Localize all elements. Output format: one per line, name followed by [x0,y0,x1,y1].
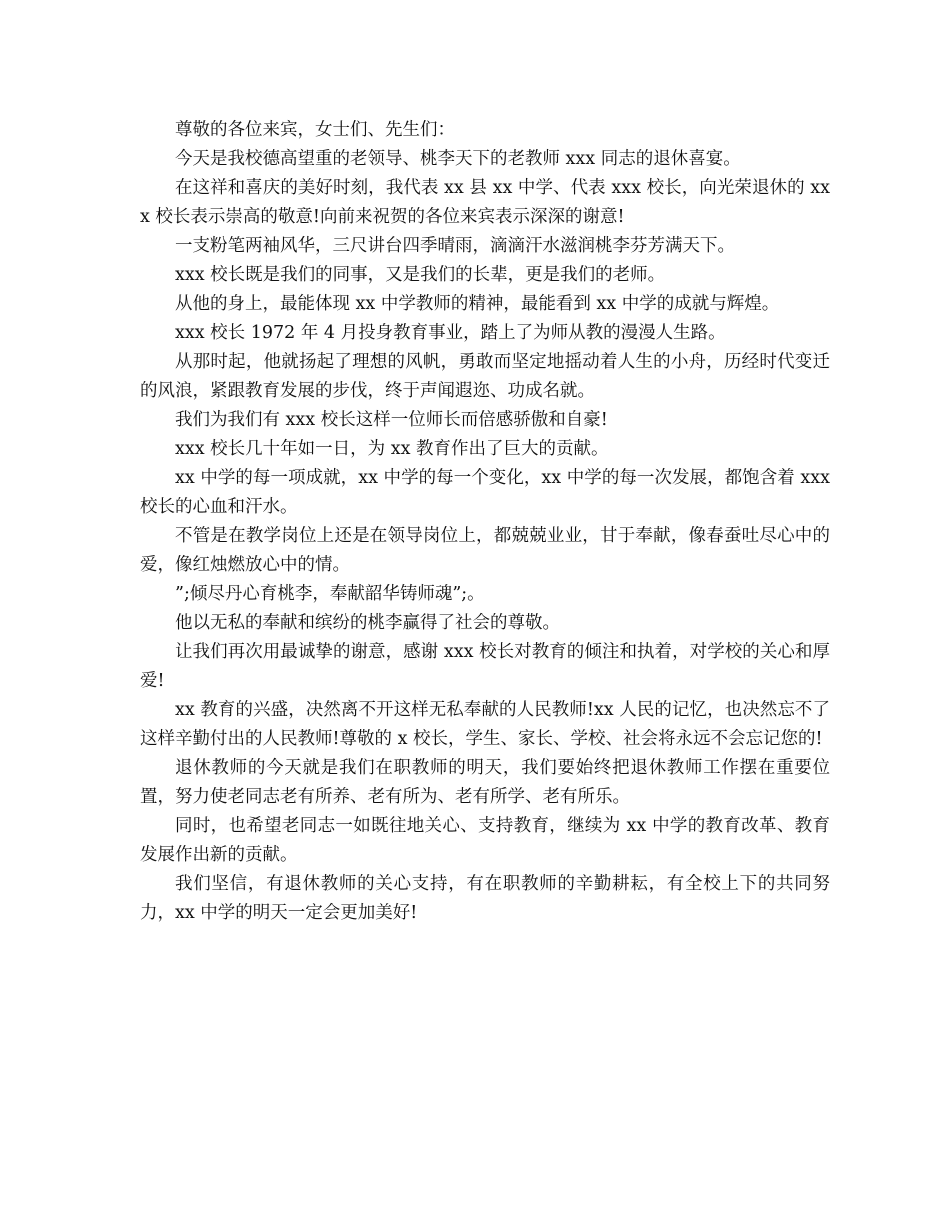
paragraph: 同时，也希望老同志一如既往地关心、支持教育，继续为 xx 中学的教育改革、教育发展作出新的贡献。 [140,816,830,865]
paragraph: xx 教育的兴盛，决然离不开这样无私奉献的人民教师!xx 人民的记忆，也决然忘不了这样辛勤付出的人民教师!尊敬的 x 校长，学生、家长、学校、社会将永远不会忘记您的! [140,700,830,749]
paragraph: 他以无私的奉献和缤纷的桃李赢得了社会的尊敬。 [175,613,560,633]
paragraph: xxx 校长 1972 年 4 月投身教育事业，踏上了为师从教的漫漫人生路。 [175,323,726,343]
paragraph: xx 中学的每一项成就，xx 中学的每一个变化，xx 中学的每一次发展，都饱含着 xxx 校长的心血和汗水。 [140,468,830,517]
paragraph: 从他的身上，最能体现 xx 中学教师的精神，最能看到 xx 中学的成就与辉煌。 [175,294,780,314]
paragraph-salutation: 尊敬的各位来宾，女士们、先生们： [175,120,455,140]
paragraph: 我们为我们有 xxx 校长这样一位师长而倍感骄傲和自豪! [175,410,608,430]
paragraph: xxx 校长几十年如一日，为 xx 教育作出了巨大的贡献。 [175,439,609,459]
paragraph: xxx 校长既是我们的同事，又是我们的长辈，更是我们的老师。 [175,265,666,285]
paragraph: 在这祥和喜庆的美好时刻，我代表 xx 县 xx 中学、代表 xxx 校长，向光荣退休的 xxx 校长表示崇高的敬意!向前来祝贺的各位来宾表示深深的谢意! [140,178,830,227]
paragraph: 让我们再次用最诚挚的谢意，感谢 xxx 校长对教育的倾注和执着，对学校的关心和厚爱! [140,642,830,691]
paragraph-quote: ”;倾尽丹心育桃李，奉献韶华铸师魂”;。 [175,584,485,604]
paragraph-closing: 我们坚信，有退休教师的关心支持，有在职教师的辛勤耕耘，有全校上下的共同努力，xx 中学的明天一定会更加美好! [140,874,830,923]
paragraph: 不管是在教学岗位上还是在领导岗位上，都兢兢业业，甘于奉献，像春蚕吐尽心中的爱，像红烛燃放心中的情。 [140,526,830,575]
paragraph: 退休教师的今天就是我们在职教师的明天，我们要始终把退休教师工作摆在重要位置，努力使老同志老有所养、老有所为、老有所学、老有所乐。 [140,758,830,807]
paragraph: 从那时起，他就扬起了理想的风帆，勇敢而坚定地摇动着人生的小舟，历经时代变迁的风浪，紧跟教育发展的步伐，终于声闻遐迩、功成名就。 [140,352,830,401]
document-body [140,116,830,928]
paragraph: 今天是我校德高望重的老领导、桃李天下的老教师 xxx 同志的退休喜宴。 [175,149,741,169]
paragraph: 一支粉笔两袖风华，三尺讲台四季晴雨，滴滴汗水滋润桃李芬芳满天下。 [175,236,735,256]
